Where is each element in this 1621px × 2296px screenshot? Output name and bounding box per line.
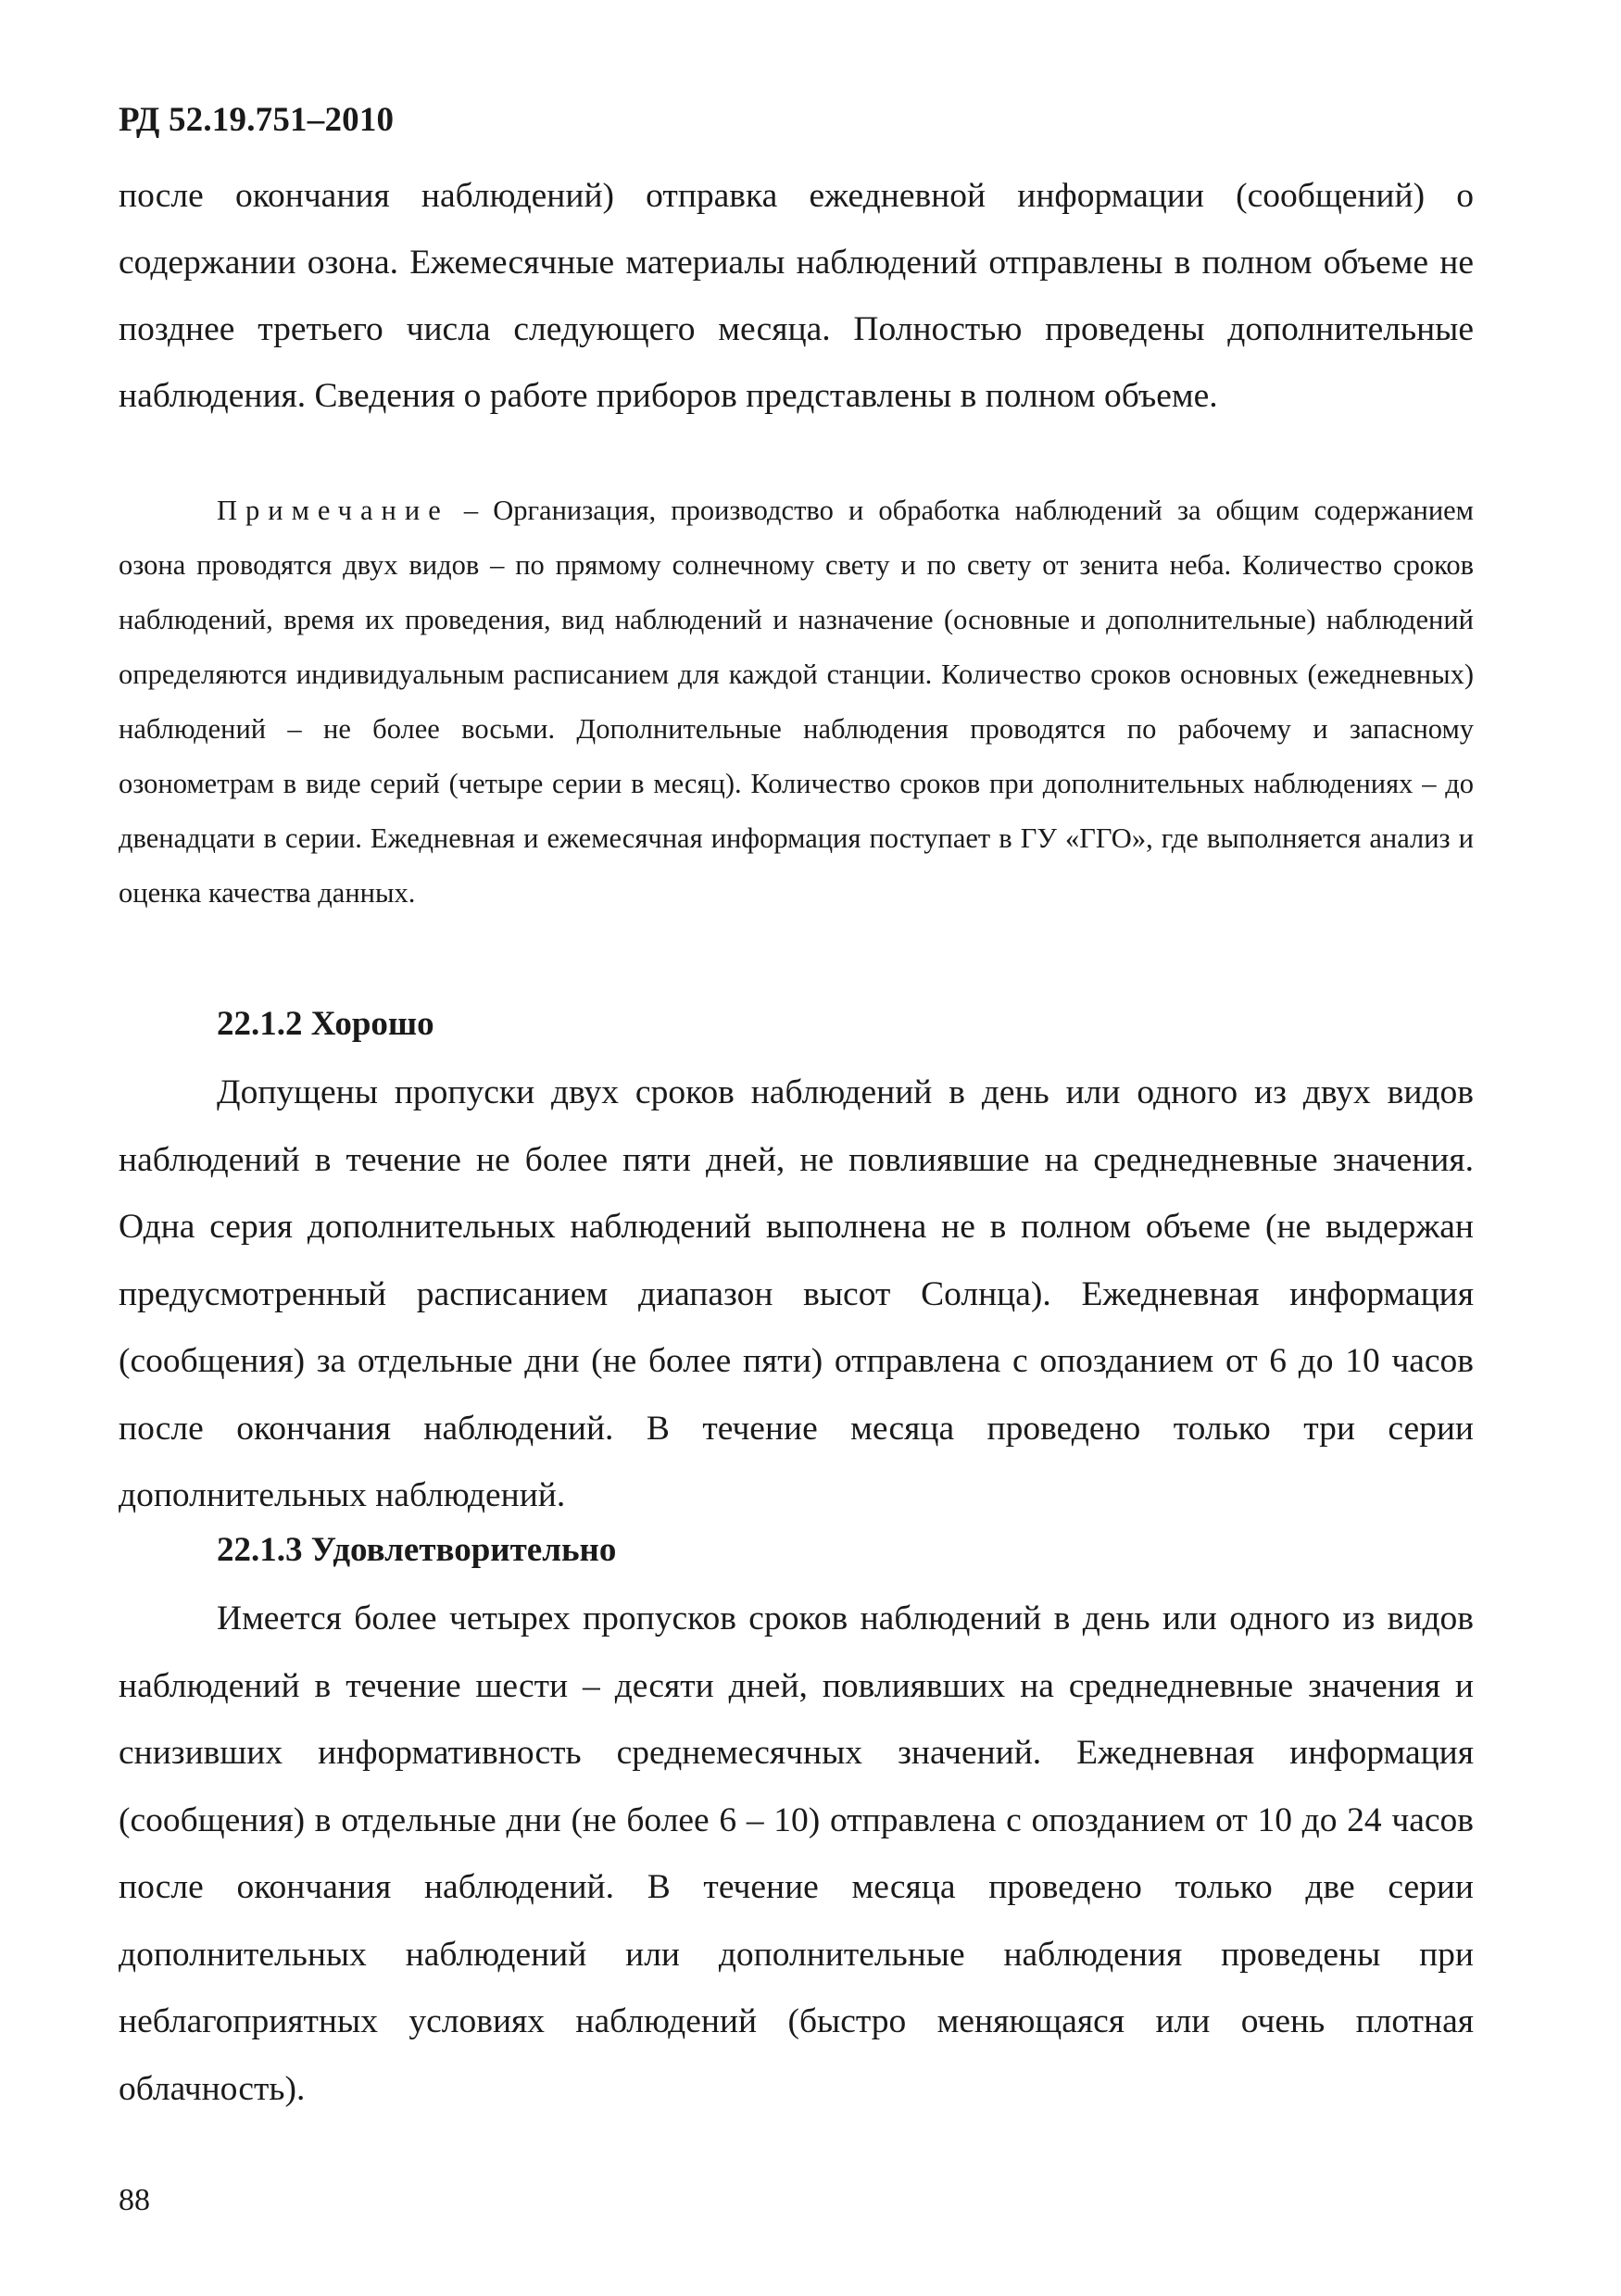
note-text: – Организация, производство и обработка наблюдений за общим содержанием озона проводятся двух видов – по прямому солнечному свету и по свету от зенита неба. Количество сроков наблюдений, время их проведения, вид наблюдений и назначение (основные и дополнительные) наблюдений определяются индивидуальным расписанием для каждой станции. Количество сроков основных (ежедневных) наблюдений – не более восьми. Дополнительные наблюдения проводятся по рабочему и запасному озонометрам в виде серий (четыре серии в месяц). Количество сроков при дополнительных наблюдениях – до двенадцати в серии. Ежедневная и ежемесячная информация поступает в ГУ «ГГО», где выполняется анализ и оценка качества данных. — [119, 495, 1474, 909]
section-good-paragraph: Допущены пропуски двух сроков наблюдений в день или одного из двух видов наблюдений в течение не более пяти дней, не повлиявшие на среднедневные значения. Одна серия дополнительных наблюдений выполнена не в полном объеме (не выдержан предусмотренный расписанием диапазон высот Солнца). Ежедневная информация (сообщения) за отдельные дни (не более пяти) отправлена с опозданием от 6 до 10 часов после окончания наблюдений. В течение месяца проведено только три серии дополнительных наблюдений. — [119, 1073, 1474, 1514]
section-heading-satisfactory: 22.1.3 Удовлетворительно — [217, 1531, 617, 1569]
note-block — [119, 483, 1474, 921]
section-satisfactory-paragraph: Имеется более четырех пропусков сроков наблюдений в день или одного из видов наблюдений в течение шести – десяти дней, повлиявших на среднедневные значения и снизивших информативность среднемесячных значений. Ежедневная информация (сообщения) в отдельные дни (не более 6 – 10) отправлена с опозданием от 10 до 24 часов после окончания наблюдений. В течение месяца проведено только две серии дополнительных наблюдений или дополнительные наблюдения проведены при неблагоприятных условиях наблюдений (быстро меняющаяся или очень плотная облачность). — [119, 1600, 1474, 2108]
note-label: Примечание — [217, 495, 449, 526]
intro-paragraph: после окончания наблюдений) отправка ежедневной информации (сообщений) о содержании озона. Ежемесячные материалы наблюдений отправлены в полном объеме не позднее третьего числа следующего месяца. Полностью проведены дополнительные наблюдения. Сведения о работе приборов представлены в полном объеме. — [119, 177, 1474, 415]
document-code-header: РД 52.19.751–2010 — [119, 101, 395, 139]
page-number: 88 — [119, 2183, 150, 2217]
section-heading-good: 22.1.2 Хорошо — [217, 1005, 434, 1043]
